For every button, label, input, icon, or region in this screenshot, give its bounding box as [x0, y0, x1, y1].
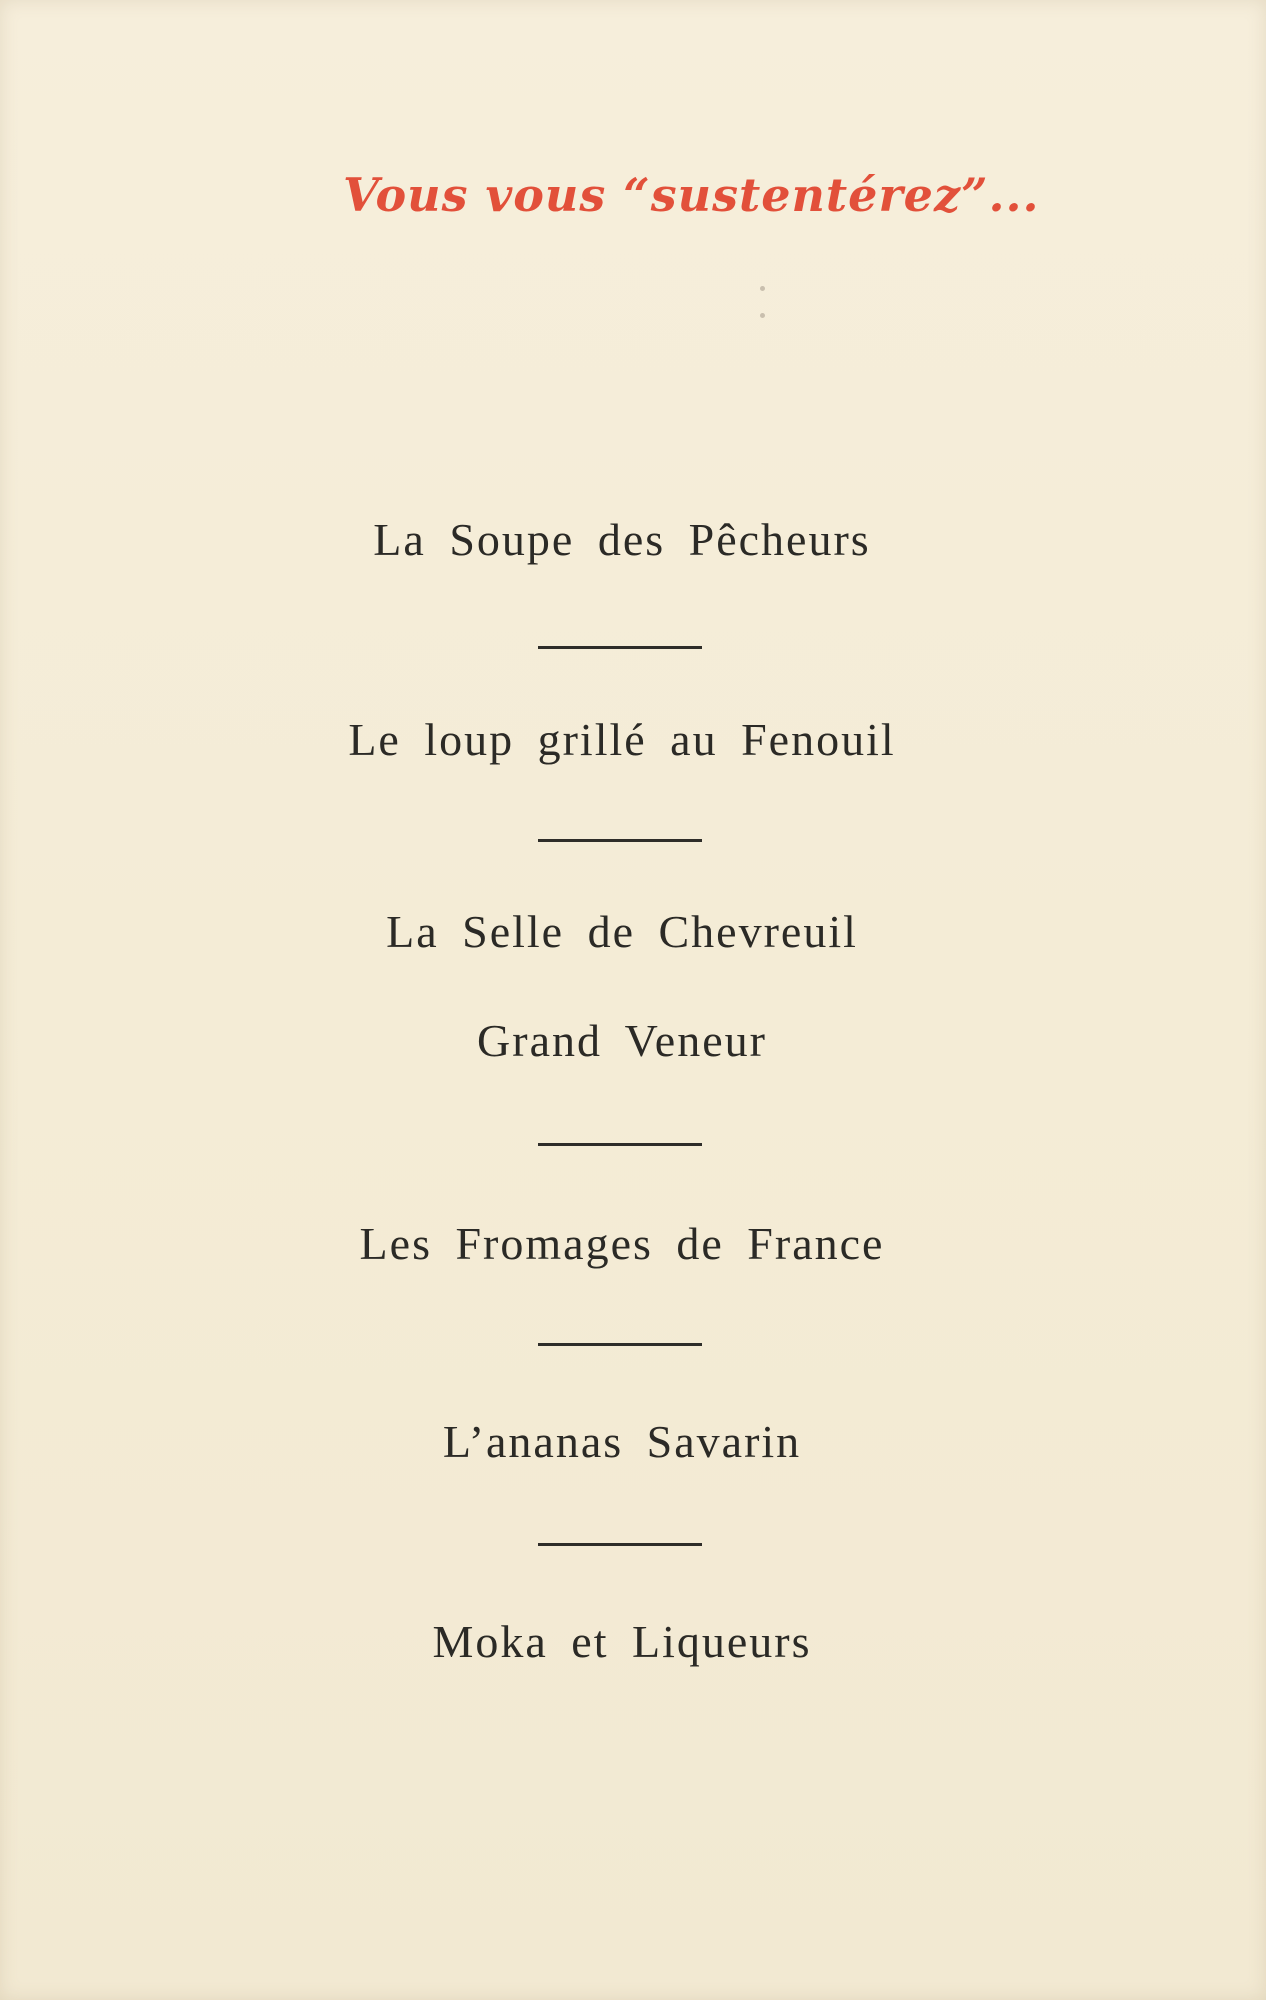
course-divider — [538, 839, 702, 842]
dish-soupe: La Soupe des Pêcheurs — [373, 514, 871, 565]
dish-loup: Le loup grillé au Fenouil — [348, 714, 896, 765]
menu-heading: Vous vous “sustentérez”... — [343, 168, 1040, 222]
course-divider — [538, 646, 702, 649]
dish-chevreuil: La Selle de Chevreuil — [386, 906, 858, 957]
dish-fromages: Les Fromages de France — [359, 1218, 885, 1269]
course-divider — [538, 1343, 702, 1346]
dish-chevreuil-sauce: Grand Veneur — [477, 1015, 767, 1066]
dish-moka: Moka et Liqueurs — [432, 1616, 812, 1667]
course-divider — [538, 1543, 702, 1546]
course-divider — [538, 1143, 702, 1146]
dish-ananas: L’ananas Savarin — [442, 1416, 802, 1467]
